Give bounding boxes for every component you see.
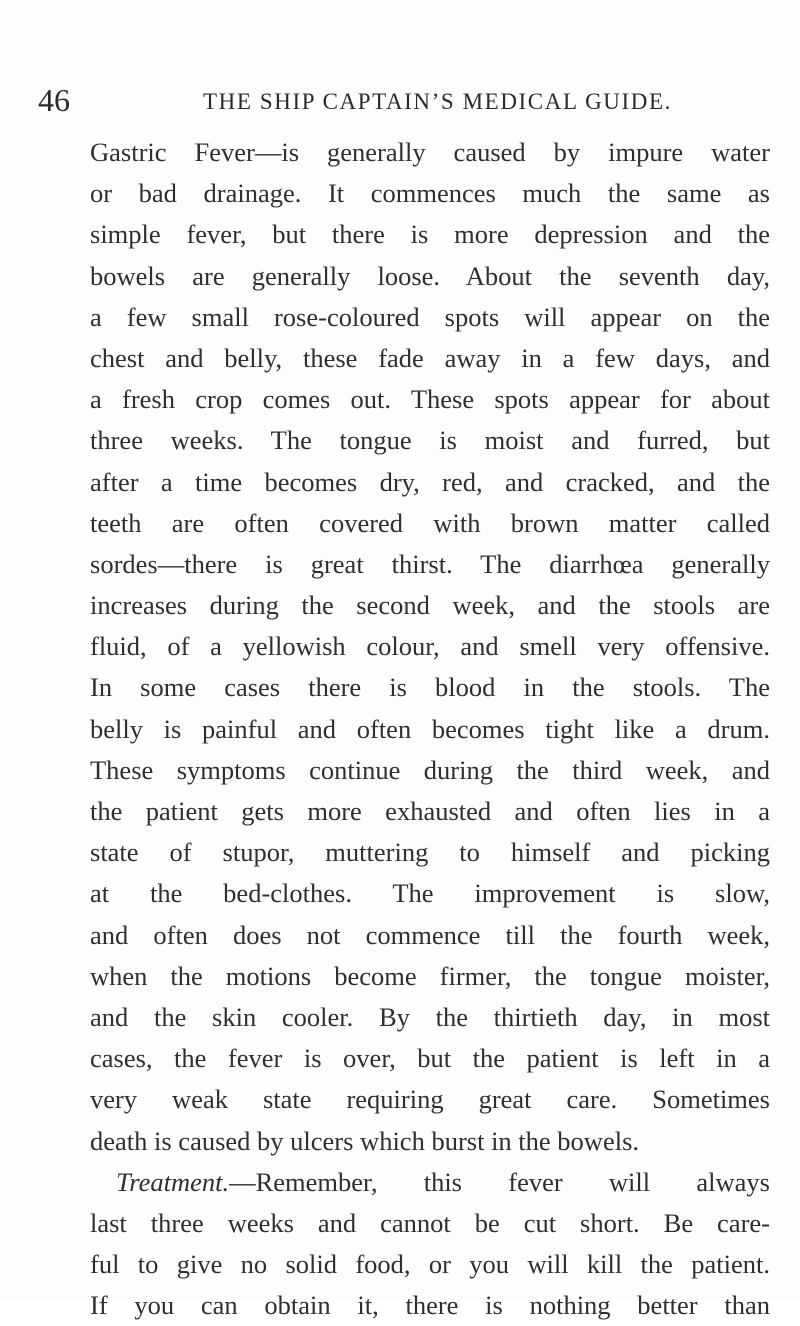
body-text — [90, 132, 770, 1326]
text-line: when the motions become firmer, the tongue moister, — [90, 960, 770, 991]
text-line: If you can obtain it, there is nothing better than — [90, 1290, 770, 1321]
text-line: and the skin cooler. By the thirtieth day, in most — [90, 1001, 770, 1032]
text-line: at the bed-clothes. The improvement is slow, — [90, 878, 770, 909]
text-line: very weak state requiring great care. Sometimes — [90, 1084, 770, 1115]
text-line: sordes—there is great thirst. The diarrhœa generally — [90, 548, 770, 579]
treatment-line — [90, 1162, 770, 1203]
text-line: a fresh crop comes out. These spots appear for about — [90, 384, 770, 415]
text-line: cases, the fever is over, but the patient is left in a — [90, 1043, 770, 1074]
text-line: These symptoms continue during the third week, and — [90, 754, 770, 785]
text-line: chest and belly, these fade away in a few days, and — [90, 342, 770, 373]
text-line: Gastric Fever—is generally caused by impure water — [90, 137, 770, 167]
treatment-text: —Remember, this fever will always — [229, 1166, 770, 1197]
text-line: belly is painful and often becomes tight like a drum. — [90, 713, 770, 744]
text-line: a few small rose-coloured spots will appear on the — [90, 301, 770, 332]
text-line: In some cases there is blood in the stools. The — [90, 672, 770, 703]
text-line: three weeks. The tongue is moist and furred, but — [90, 425, 770, 456]
treatment-heading: Treatment. — [116, 1166, 230, 1197]
text-line: teeth are often covered with brown matter called — [90, 507, 770, 538]
text-line: simple fever, but there is more depression and the — [90, 219, 770, 250]
text-line: ful to give no solid food, or you will kill the patient. — [90, 1249, 770, 1280]
page-header — [38, 80, 762, 120]
text-line: the patient gets more exhausted and often lies in a — [90, 796, 770, 826]
text-line: death is caused by ulcers which burst in the bowels. — [90, 1125, 640, 1156]
text-line: or bad drainage. It commences much the same as — [90, 178, 770, 209]
text-line: state of stupor, muttering to himself and picking — [90, 837, 770, 868]
text-line: and often does not commence till the fourth week, — [90, 919, 770, 950]
text-line: last three weeks and cannot be cut short. Be care- — [90, 1207, 770, 1238]
text-line: bowels are generally loose. About the seventh day, — [90, 260, 770, 291]
text-line: fluid, of a yellowish colour, and smell very offensive. — [90, 631, 770, 662]
page-number: 46 — [38, 82, 70, 118]
running-title: THE SHIP CAPTAIN’S MEDICAL GUIDE. — [203, 89, 672, 114]
text-line: after a time becomes dry, red, and cracked, and the — [90, 466, 770, 497]
text-line: increases during the second week, and the stools are — [90, 590, 770, 621]
